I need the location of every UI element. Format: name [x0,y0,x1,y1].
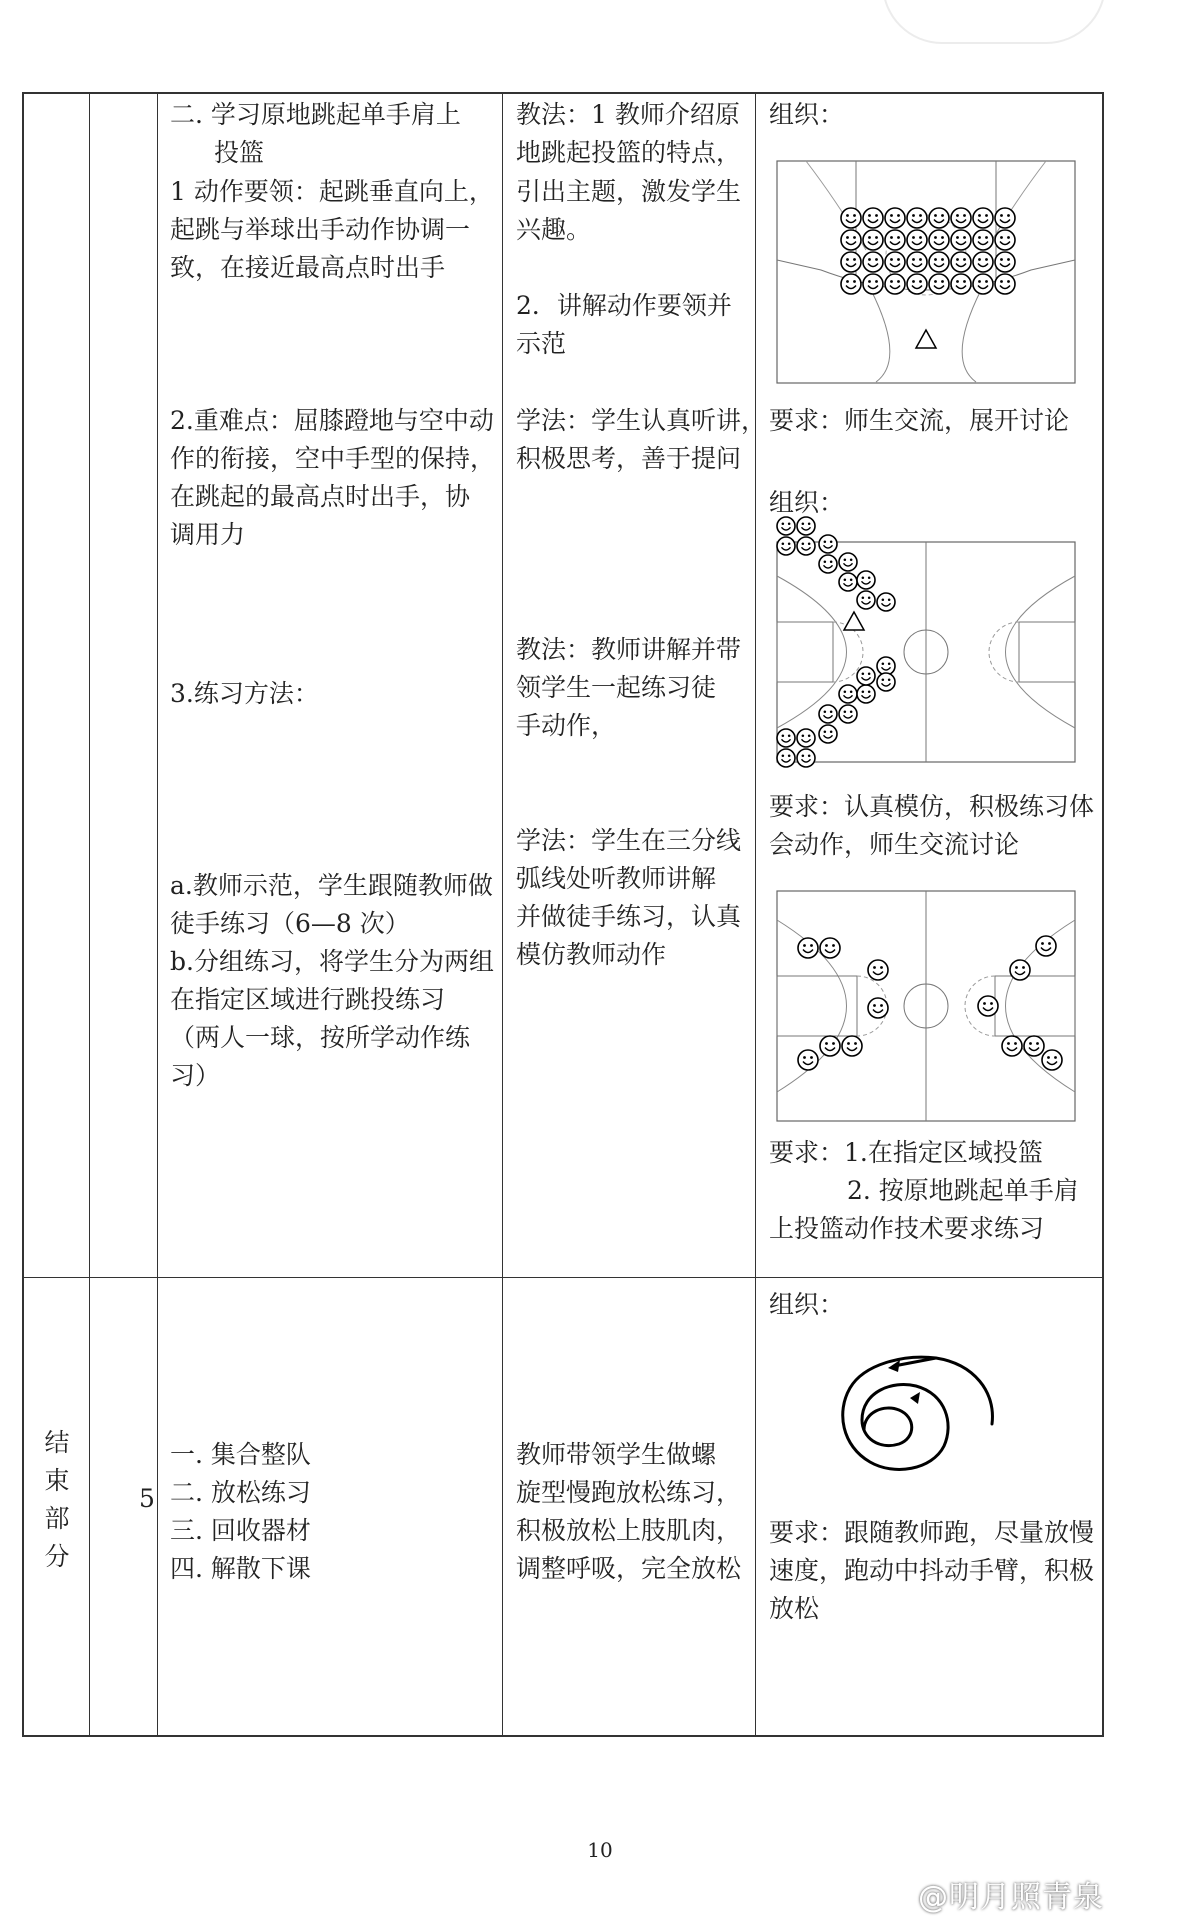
student-smiley-icon [857,667,875,685]
student-smiley-icon [777,749,795,767]
content-line: 一. 集合整队 [170,1440,311,1469]
student-smiley-icon [797,517,815,535]
student-smiley-icon [995,274,1015,294]
section-char: 束 [44,1466,70,1495]
student-smiley-icon [1002,1036,1022,1056]
watermark: @明月照青泉 [918,1880,1104,1915]
student-smiley-icon [929,208,949,228]
student-smiley-icon [798,1050,818,1070]
student-smiley-icon [819,535,837,553]
row-divider [24,1277,1102,1278]
student-smiley-icon [777,517,795,535]
content-line: b.分组练习，将学生分为两组 [170,947,494,976]
student-smiley-icon [973,274,993,294]
method-line: 并做徒手练习，认真 [516,902,742,931]
student-smiley-icon [868,998,888,1018]
student-smiley-icon [973,252,993,272]
lesson-plan-table [22,92,1104,1737]
student-smiley-icon [797,537,815,555]
student-smiley-icon [929,274,949,294]
student-smiley-icon [907,274,927,294]
student-smiley-icon [839,685,857,703]
method-line: 积极思考，善于提问 [516,444,742,473]
student-smiley-icon [777,729,795,747]
content-line: 起跳与举球出手动作协调一 [170,215,471,244]
column-divider [755,94,756,1735]
org-label: 组织： [769,488,845,517]
student-smiley-icon [885,274,905,294]
student-smiley-icon [1042,1050,1062,1070]
student-smiley-icon [1036,936,1056,956]
section-label [42,1424,72,1576]
method-line: 旋型慢跑放松练习， [516,1478,742,1507]
content-line: 致，在接近最高点时出手 [170,253,446,282]
student-smiley-icon [839,705,857,723]
student-smiley-icon [973,208,993,228]
method-line: 学法：学生认真听讲， [516,406,767,435]
org-requirement: 放松 [769,1594,820,1623]
content-line: （两人一球，按所学动作练 [170,1023,471,1052]
org-requirement: 速度，跑动中抖动手臂，积极 [769,1556,1095,1585]
student-smiley-icon [841,274,861,294]
page-number: 10 [587,1838,613,1862]
org-label: 组织： [769,1290,845,1319]
student-smiley-icon [839,553,857,571]
student-smiley-icon [797,749,815,767]
student-smiley-icon [907,208,927,228]
minutes: 5 [139,1484,155,1513]
content-line: 在指定区域进行跳投练习 [170,985,446,1014]
content-line: 在跳起的最高点时出手，协 [170,482,471,511]
content-line: 作的衔接，空中手型的保持， [170,444,496,473]
section-char: 部 [44,1504,70,1533]
student-smiley-icon [907,252,927,272]
method-line: 示范 [516,329,567,358]
method-line: 教法：1 教师介绍原 [516,100,740,129]
content-line: 三. 回收器材 [170,1516,311,1545]
student-smiley-icon [839,573,857,591]
student-smiley-icon [819,725,837,743]
student-smiley-icon [819,705,837,723]
content-line: 四. 解散下课 [170,1554,311,1583]
student-smiley-icon [885,230,905,250]
org-requirement: 2. 按原地跳起单手肩 [847,1176,1079,1205]
student-smiley-icon [978,996,998,1016]
method-line: 调整呼吸，完全放松 [516,1554,742,1583]
spiral-run-diagram [824,1352,1014,1482]
method-line: 教师带领学生做螺 [516,1440,717,1469]
student-smiley-icon [841,208,861,228]
arrow-head-icon [910,1392,920,1404]
method-line: 积极放松上肢肌肉， [516,1516,742,1545]
student-smiley-icon [863,208,883,228]
student-smiley-icon [877,673,895,691]
content-line: 投篮 [214,138,265,167]
student-smiley-icon [995,252,1015,272]
column-divider [89,94,90,1735]
student-smiley-icon [863,230,883,250]
student-smiley-icon [820,1036,840,1056]
section-char: 结 [44,1428,70,1457]
method-line: 引出主题，激发学生 [516,177,742,206]
student-smiley-icon [857,591,875,609]
content-line: 二. 放松练习 [170,1478,311,1507]
student-smiley-icon [885,208,905,228]
content-line: 习） [170,1061,221,1090]
content-line: 徒手练习（6—8 次） [170,909,410,938]
method-line: 教法：教师讲解并带 [516,635,742,664]
student-smiley-icon [868,960,888,980]
org-requirement: 会动作，师生交流讨论 [769,830,1020,859]
student-smiley-icon [863,252,883,272]
student-smiley-icon [777,537,795,555]
student-smiley-icon [798,938,818,958]
org-requirement: 要求：师生交流，展开讨论 [769,406,1070,435]
org-requirement: 要求：跟随教师跑，尽量放慢 [769,1518,1095,1547]
content-line: a.教师示范，学生跟随教师做 [170,871,493,900]
student-smiley-icon [1024,1036,1044,1056]
content-line: 3.练习方法： [170,679,319,708]
student-smiley-icon [841,252,861,272]
student-smiley-icon [842,1036,862,1056]
student-smiley-icon [929,230,949,250]
method-line: 弧线处听教师讲解 [516,864,717,893]
content-line: 二. 学习原地跳起单手肩上 [170,100,461,129]
student-smiley-icon [820,938,840,958]
org-requirement: 要求：认真模仿，积极练习体 [769,792,1095,821]
student-smiley-icon [863,274,883,294]
content-line: 调用力 [170,520,246,549]
student-smiley-icon [885,252,905,272]
court-diagram-3 [776,890,1076,1122]
student-smiley-icon [857,571,875,589]
method-line: 地跳起投篮的特点， [516,138,742,167]
column-divider [502,94,503,1735]
content-line: 2.重难点：屈膝蹬地与空中动 [170,406,494,435]
court-diagram-1 [776,160,1076,384]
student-smiley-icon [907,230,927,250]
student-smiley-icon [877,593,895,611]
student-smiley-icon [819,555,837,573]
student-smiley-icon [951,208,971,228]
method-line: 领学生一起练习徒 [516,673,717,702]
court-diagram-2 [776,516,1076,776]
section-char: 分 [44,1542,70,1571]
method-line: 模仿教师动作 [516,940,667,969]
student-smiley-icon [995,208,1015,228]
student-smiley-icon [857,685,875,703]
student-smiley-icon [973,230,993,250]
student-smiley-icon [1010,960,1030,980]
student-smiley-icon [797,729,815,747]
method-line: 学法：学生在三分线 [516,826,742,855]
org-requirement: 上投篮动作技术要求练习 [769,1214,1045,1243]
student-smiley-icon [841,230,861,250]
student-smiley-icon [995,230,1015,250]
content-line: 1 动作要领：起跳垂直向上， [170,177,494,206]
method-line: 手动作， [516,711,617,740]
org-requirement: 要求：1.在指定区域投篮 [769,1138,1043,1167]
top-decoration [882,0,1106,44]
student-smiley-icon [929,252,949,272]
org-label: 组织： [769,100,845,129]
student-smiley-icon [951,252,971,272]
method-line: 2．讲解动作要领并 [516,291,732,320]
method-line: 兴趣。 [516,215,592,244]
student-smiley-icon [951,230,971,250]
student-smiley-icon [951,274,971,294]
